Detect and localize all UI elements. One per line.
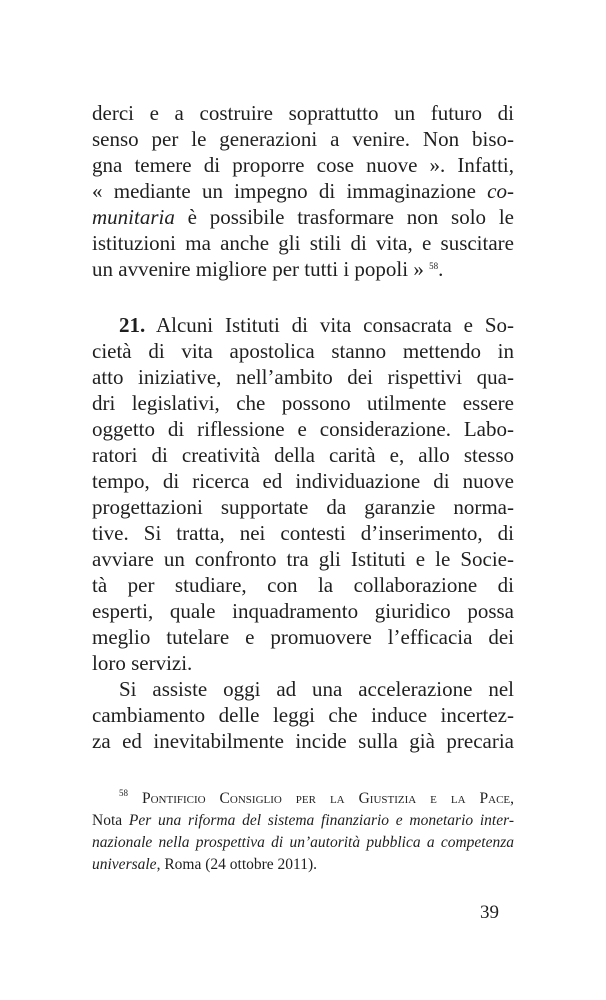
text-line: derci e a costruire soprattutto un futuro di: [92, 101, 514, 125]
text-segment: , Roma (24 ottobre 2011).: [156, 856, 318, 873]
text-line: [92, 256, 514, 282]
text-segment: è possibile trasformare non solo le: [174, 205, 514, 229]
paragraph-continuation: [92, 100, 514, 282]
footnote-marker: 58: [119, 788, 128, 798]
footnote-line: [92, 788, 514, 810]
text-line: esperti, quale inquadramento giuridico possa: [92, 599, 514, 623]
text-line: tive. Si tratta, nei contesti d’inserimento, di: [92, 521, 514, 545]
text-line: tempo, di ricerca ed individuazione di nuove: [92, 469, 514, 493]
text-line: tà per studiare, con la collaborazione di: [92, 573, 514, 597]
text-line: ratori di creatività della carità e, allo stesso: [92, 443, 514, 467]
footnote-author: Pontificio Consiglio per la Giustizia e la Pace,: [128, 790, 514, 807]
text-segment: un avvenire migliore per tutti i popoli »: [92, 257, 424, 281]
paragraph-number: 21.: [119, 313, 146, 337]
footnote-title: universale: [92, 856, 157, 873]
text-line: za ed inevitabilmente incide sulla già precaria: [92, 729, 514, 753]
text-line: [92, 312, 514, 338]
text-segment: .: [438, 257, 444, 281]
text-segment: Nota: [92, 812, 129, 829]
footnote-ref: 58: [429, 261, 439, 271]
text-line: cietà di vita apostolica stanno mettendo in: [92, 339, 514, 363]
text-line: meglio tutelare e promuovere l’efficacia dei: [92, 625, 514, 649]
footnote-line: [92, 810, 514, 832]
text-line: Si assiste oggi ad una accelerazione nel: [119, 677, 514, 701]
footnote: [92, 788, 514, 876]
italic-text: co-: [487, 179, 514, 203]
text-segment: Alcuni Istituti di vita consacrata e So-: [145, 313, 514, 337]
footnote-line: [92, 832, 514, 854]
paragraph-following: [92, 676, 514, 754]
text-line: progettazioni supportate da garanzie norma-: [92, 495, 514, 519]
footnote-line: [92, 854, 514, 876]
text-line: istituzioni ma anche gli stili di vita, e suscitare: [92, 231, 514, 255]
text-line: loro servizi.: [92, 651, 193, 675]
page-number: 39: [480, 902, 499, 923]
text-line: gna temere di proporre cose nuove ». Infatti,: [92, 153, 514, 177]
text-line: oggetto di riflessione e considerazione. Labo-: [92, 417, 514, 441]
text-line: cambiamento delle leggi che induce incertez-: [92, 703, 514, 727]
text-line: avviare un confronto tra gli Istituti e le Socie-: [92, 547, 514, 571]
text-line: senso per le generazioni a venire. Non biso-: [92, 127, 514, 151]
footnote-title: Per una riforma del sistema finanziario e monetario inter-: [128, 812, 514, 829]
text-line: dri legislativi, che possono utilmente essere: [92, 391, 514, 415]
text-line: [92, 204, 514, 230]
text-line: atto iniziative, nell’ambito dei rispettivi qua-: [92, 365, 514, 389]
italic-text: munitaria: [92, 205, 175, 229]
paragraph-21: [92, 312, 514, 676]
footnote-title: nazionale nella prospettiva di un’autorità pubblica a competenza: [92, 834, 514, 851]
text-segment: « mediante un impegno di immaginazione: [92, 179, 488, 203]
text-line: [92, 178, 514, 204]
